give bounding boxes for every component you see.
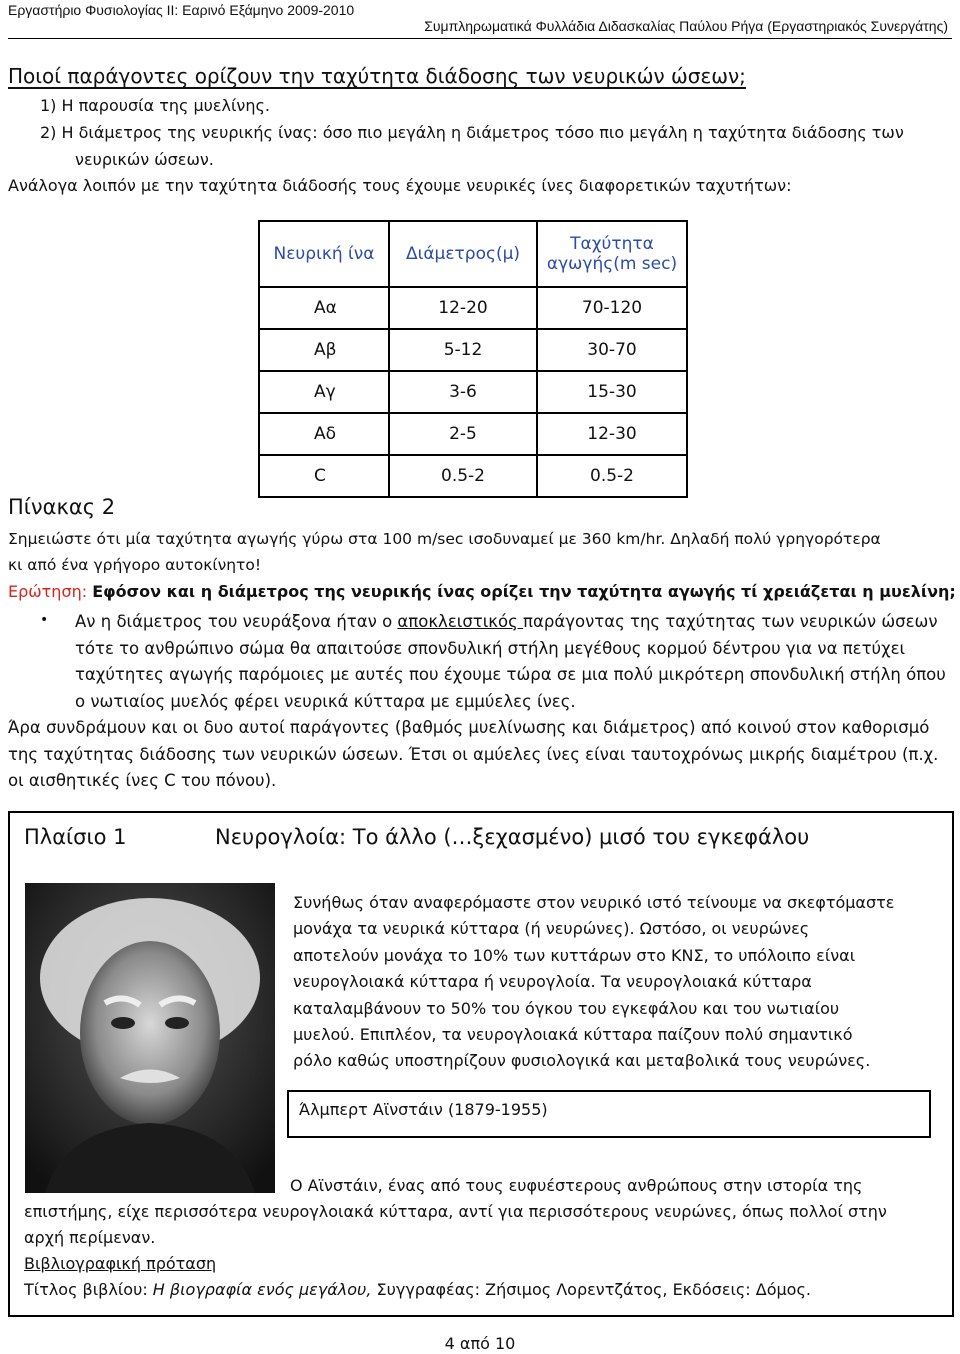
table-cell: 0.5-2 [389, 455, 537, 497]
table-cell: 5-12 [389, 329, 537, 371]
table-caption: Πίνακας 2 [8, 495, 116, 519]
list-item: 1) Η παρουσία της μυελίνης. [40, 96, 270, 115]
table-cell: Αγ [259, 371, 389, 413]
bullet-icon: • [40, 612, 49, 628]
box-text [293, 890, 894, 1075]
table-row [259, 371, 687, 413]
table-cell: 3-6 [389, 371, 537, 413]
column-header: Διάμετρος(μ) [389, 221, 537, 287]
table-cell: 70-120 [537, 287, 687, 329]
column-header [537, 221, 687, 287]
header-divider [8, 38, 952, 39]
bullet-line: ταχύτητες αγωγής παρόμοιες με αυτές που έχουμε τώρα σε μια πολύ μικρότερη σπονδυλική στήλη όπου [75, 665, 946, 684]
table-row [259, 413, 687, 455]
page-number: 4 από 10 [444, 1334, 516, 1353]
bullet-emphasis: αποκλειστικός [397, 612, 524, 631]
question-label: Ερώτηση: [8, 582, 88, 601]
book-title: Η βιογραφία ενός μεγάλου, [152, 1280, 372, 1299]
table-row [259, 329, 687, 371]
bullet-line [75, 609, 938, 636]
book-line [24, 1280, 811, 1299]
caption-line: επιστήμης, είχε περισσότερα νευρογλοιακά κύτταρα, αντί για περισσότερους νευρώνες, όπως πολλοί στην [24, 1202, 887, 1221]
bullet-line: τότε το ανθρώπινο σώμα θα απαιτούσε σπονδυλική στήλη μεγέθους κορμού δέντρου για να πετύχει [75, 639, 906, 658]
header-left: Εργαστήριο Φυσιολογίας ΙΙ: Εαρινό Εξάμηνο 2009-2010 [8, 2, 355, 18]
table-row [259, 455, 687, 497]
intro-text: Ανάλογα λοιπόν με την ταχύτητα διάδοσής τους έχουμε νευρικές ίνες διαφορετικών ταχυτήτων: [8, 176, 792, 195]
box-label: Πλαίσιο 1 [24, 825, 127, 849]
caption-line: αρχή περίμεναν. [24, 1228, 156, 1247]
box-text-line: νευρογλοιακά κύτταρα ή νευρογλοία. Τα νευρογλοιακά κύτταρα [293, 972, 812, 992]
note-text: Σημειώστε ότι μία ταχύτητα αγωγής γύρω στα 100 m/sec ισοδυναμεί με 360 km/hr. [8, 530, 666, 548]
box-title: Νευρογλοία: Το άλλο (…ξεχασμένο) μισό του εγκεφάλου [215, 825, 810, 849]
table-cell: 15-30 [537, 371, 687, 413]
paragraph-line: της ταχύτητας διάδοσης των νευρικών ώσεων. Έτσι οι αμύελες ίνες είναι ταυτοχρόνως μικρής διαμέτρου (π.χ. [8, 745, 939, 764]
box-text-line: μυελού. Επιπλέον, τα νευρογλοιακά κύτταρα παίζουν πολύ σημαντικό [293, 1025, 853, 1045]
section-question: Ποιοί παράγοντες ορίζουν την ταχύτητα διάδοσης των νευρικών ώσεων; [8, 64, 746, 88]
box-text-line: καταλαμβάνουν το 50% του όγκου του εγκεφάλου και του νωτιαίου [293, 998, 840, 1018]
table-cell: 12-20 [389, 287, 537, 329]
question-text: Εφόσον και η διάμετρος της νευρικής ίνας ορίζει την ταχύτητα αγωγής τί χρειάζεται η μυελίνη; [92, 582, 956, 601]
box-text-line: μονάχα τα νευρικά κύτταρα (ή νευρώνες). Ωστόσο, οι νευρώνες [293, 919, 810, 939]
column-header-line: Ταχύτητα [570, 234, 654, 254]
table-cell: 0.5-2 [537, 455, 687, 497]
table-cell: 2-5 [389, 413, 537, 455]
paragraph-line: οι αισθητικές ίνες C του πόνου). [8, 771, 277, 790]
bio-text: Άλμπερτ Αϊνστάιν (1879-1955) [299, 1100, 548, 1119]
column-header: Νευρική ίνα [259, 221, 389, 287]
bio-box [287, 1090, 931, 1138]
column-header-line: αγωγής(m sec) [546, 254, 678, 274]
box-text-line: Συνήθως όταν αναφερόμαστε στον νευρικό ιστό τείνουμε να σκεφτόμαστε [293, 893, 895, 912]
book-details: Συγγραφέας: Ζήσιμος Λορεντζάτος, Εκδόσεις: Δόμος. [371, 1280, 811, 1299]
einstein-portrait [25, 883, 275, 1193]
note-text-tail: Δηλαδή πολύ γρηγορότερα [670, 530, 881, 548]
header-right: Συμπληρωματικά Φυλλάδια Διδασκαλίας Παύλου Ρήγα (Εργαστηριακός Συνεργάτης) [424, 18, 948, 34]
box-text-line: ρόλο καθώς υποστηρίζουν φυσιολογικά και μεταβολικά τους νευρώνες. [293, 1051, 871, 1071]
table-cell: 30-70 [537, 329, 687, 371]
table-header-row [259, 221, 687, 287]
table-cell: Αδ [259, 413, 389, 455]
table-cell: 12-30 [537, 413, 687, 455]
table-cell: C [259, 455, 389, 497]
table-cell: Αα [259, 287, 389, 329]
box-text-line: αποτελούν μονάχα το 10% των κυττάρων στο ΚΝΣ, το υπόλοιπο είναι [293, 945, 856, 965]
list-item: 2) Η διάμετρος της νευρικής ίνας: όσο πιο μεγάλη η διάμετρος τόσο πιο μεγάλη η ταχύτητα διάδοσης των [40, 123, 904, 142]
caption-line: Ο Αϊνστάιν, ένας από τους ευφυέστερους ανθρώπους στην ιστορία της [290, 1176, 863, 1195]
bullet-line: ο νωτιαίος μυελός φέρει νευρικά κύτταρα με εμμύελες ίνες. [75, 692, 576, 711]
bullet-text: παράγοντας της ταχύτητας των νευρικών ώσεων [523, 612, 938, 631]
paragraph-line: Άρα συνδράμουν και οι δυο αυτοί παράγοντες (βαθμός μυελίνωσης και διάμετρος) από κοινού στον καθορισμό [8, 718, 930, 737]
list-item-continuation: νευρικών ώσεων. [75, 150, 214, 169]
question-line [8, 582, 956, 601]
table-cell: Αβ [259, 329, 389, 371]
bullet-text: Αν η διάμετρος του νευράξονα ήταν ο [75, 612, 398, 631]
nerve-fiber-table [258, 220, 688, 498]
reading-label: Βιβλιογραφική πρόταση [24, 1254, 217, 1273]
table-row [259, 287, 687, 329]
note-line [8, 530, 881, 548]
book-prefix: Τίτλος βιβλίου: [24, 1280, 153, 1299]
note-line: κι από ένα γρήγορο αυτοκίνητο! [8, 556, 262, 574]
